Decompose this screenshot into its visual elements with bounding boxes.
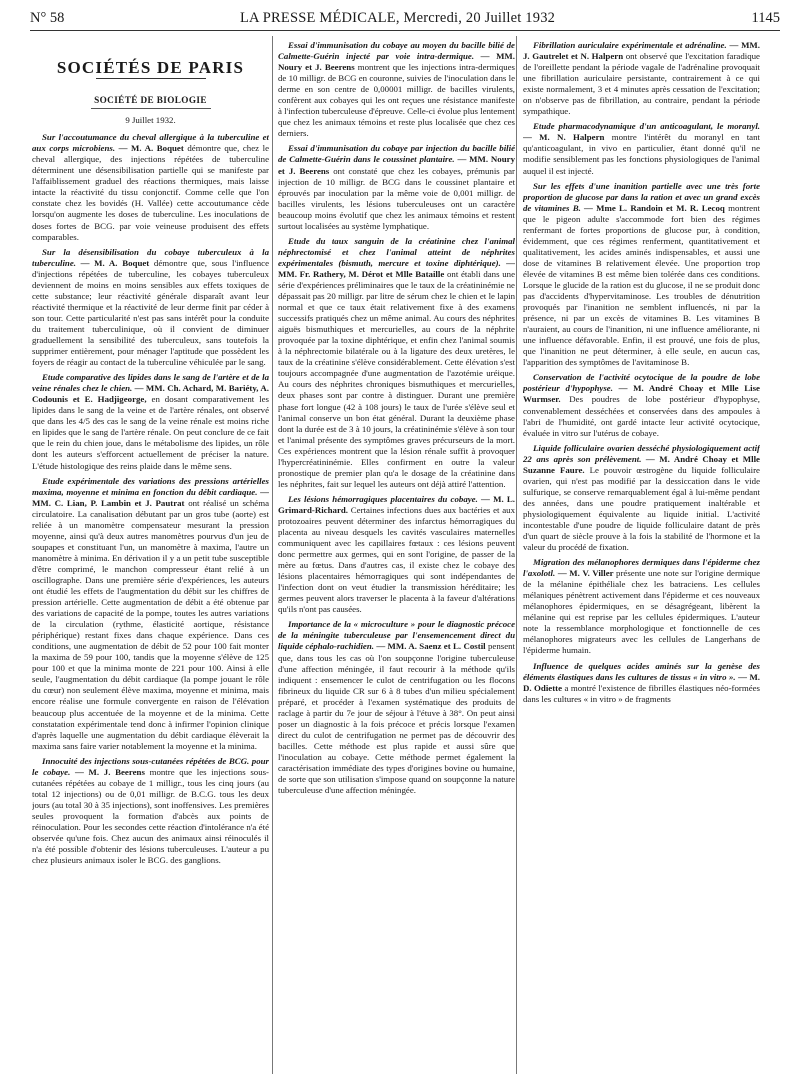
article-authors: — MM. C. Lian, P. Lambin et J. Pautrat [32,486,269,508]
article-body: a montré l'existence de fibrilles élastiques néo-formées dans les cultures « in vitro » de fragments [523,682,760,704]
section-title: SOCIÉTÉS DE PARIS [56,58,245,77]
article-body: ont constaté que chez les cobayes, prémunis par injection de 10 milligr. de BCG dans le coussinet plantaire et éprouvés par inoculation par la même voie de 0,001 milligr. de bacilles virulents, les lésions tuberculeuses ont un caractère beaucoup moins évolutif que chez les animaux témoins et restent surtout localisées au système lymphatique. [278,165,515,231]
article-authors: — MM. Noury et J. Beerens [278,154,515,176]
article-title: Etude pharmacodynamique d'un anticoagulant, le moranyl. [533,121,760,132]
article-body: montrent que les injections intra-dermiques de 10 milligr. de BCG en couronne, suivies de l'inoculation dans le derme en son centre de 0,00001 milligr. de bacilles virulents, confèrent aux cobayes qui les ont reçues une résistance manifeste à l'infection tuberculeuse d'épreuve. Celle-ci évolue plus lentement que chez les animaux témoins et reste plus localisée que chez ces derniers. [278,62,515,139]
article-title: Fibrillation auriculaire expérimentale et adrénaline. [533,40,727,50]
article-authors: — MM. J. Gautrelet et N. Halpern [523,40,760,62]
article-body: Le pouvoir œstrogène du liquide folliculaire ovarien, qui n'est pas modifié par la dessiccation dans le vide sulfurique, se conserve remarquablement égal à lui-même pendant des années, dans une poudre pratiquement inaltérable et physiologiquement équivalente au liquide initial. L'activité incontestable d'une poudre de liquide folliculaire datant de près d'un quart de siècle prouve à la fois la stabilité de l'hormone et la valeur du procédé de fixation. [523,464,760,553]
articles-flow-2 [278,40,515,796]
article-title: Etude du taux sanguin de la créatinine chez l'animal néphrectomisé et chez l'animal atteint de néphrites expérimentales (bismuth, mercure et toxine diphtérique). [278,235,515,268]
article-body: ont observé que l'excitation faradique de l'oreillette pendant la période vagale de l'adrénaline provoquait une fibrillation auriculaire persistante, contrairement à ce qui existe normalement, 3 et 4 minutes après cessation de l'excitation; on n'observe pas de fibrillation, au contraire, pendant la période sympathique. [523,51,760,117]
article-authors: — MM. Ch. Achard, M. Bariéty, A. Codounis et E. Hadjigeorge, [32,383,269,405]
article [278,619,515,796]
article-body: pensent que, dans tous les cas où l'on soupçonne l'origine tuberculeuse d'une affection méningée, il faut recourir à la méthode qu'ils indiquent : ensemencer le culot de centrifugation ou les flocons fibrineux du liquide CR sur 6 à 8 tubes d'un milieu spécialement préparé, et procéder à l'examen systématique des produits de raclage à partir du 7e jour de séjour à l'étuve à 38°. On peut ainsi poser un diagnostic à la fois précoce et précis lorsque l'examen direct du culot de centrifugation ne permet pas de découvrir des bacilles. Cette méthode est plus rapide et aussi sûre que l'inoculation au cobaye. Cette méthode permet également la caractérisation immédiate des types d'origines bovine ou humaine, de sorte que son utilisation s'impose quand on soupçonne la nature tuberculeuse d'une affection méningée. [278,641,515,796]
journal-title: LA PRESSE MÉDICALE, Mercredi, 20 Juillet 1932 [240,10,556,26]
article-authors: — MM. Noury et J. Beerens [278,51,515,73]
article-body: démontre que, sous l'influence d'injections répétées de tuberculine, les cobayes tuberculeux deviennent de moins en moins sensibles aux effets toxiques de cette substance; leur réactivité générale disparaît avant leur réactivité thermique et la réactivité de leur derme finit par céder à son tour. Cette particularité n'est pas sans intérêt pour la conduite du traitement tuberculinique, où il convient de diminuer graduellement la sensibilité des tuberculeux, sans toutefois la supprimer entièrement, pour ménager l'aptitude que possèdent les foyers de réagir au contact de la tuberculine véhiculée par le sang. [32,257,269,368]
column-separator [272,36,273,1074]
session-date: 9 Juillet 1932. [125,115,176,126]
article-title: Sur les effets d'une inanition partielle avec une très forte proportion de glucose par dans la ration et avec un grand excès de vitamines B. [523,180,760,213]
article-authors: — MM. Fr. Rathery, M. Dérot et Mlle Bataille [278,257,515,279]
article [278,40,515,139]
issue-number: N° 58 [30,10,65,26]
article-body: Des poudres de lobe postérieur d'hypophyse, convenablement desséchées et conservées dans des ampoules à l'abri de l'humidité, ont gardé intacte leur activité ocytocique, évaluée in vitro sur l'utérus de cobaye. [523,394,760,438]
article [523,557,760,656]
article-title: Liquide folliculaire ovarien desséché physiologiquement actif 22 ans après son prélèvement. [523,442,760,464]
article-authors: — M. N. Halpern [523,132,612,143]
article-authors: — M. A. Boquet [75,257,154,268]
article [32,132,269,242]
article-authors: — M. André Choay et Mlle Lise Wurmser. [523,383,760,405]
article-title: Influence de quelques acides aminés sur la genèse des éléments élastiques dans les cultures de tissus « in vitro ». [523,660,760,682]
article-authors: — M. V. Viller [555,568,617,579]
article-body: ont réalisé un schéma circulatoire. La canalisation débutant par un gros tube (aorte) est reliée à un manomètre compensateur mesurant la pression moyenne, ainsi qu'à deux autres manomètres pourvus d'un jeu de soupapes et constituant l'un, un manomètre à maxima, l'autre un manomètre à minima. En dérivation il y a un petit tube susceptible d'être comprimé, le manchon compresseur étant relié à un oscillographe. Dans une première série d'expériences, les auteurs ont étudié les effets de l'augmentation du débit sur les chiffres de pression artérielle. Cette augmentation de débit a été obtenue par des variations de capacité de la pompe, toutes les autres variations de la circulation (rythme, élasticité aortique, résistance périphérique) restant fixes dans chaque expérience. Dans ces conditions, une augmentation de débit de 52 pour 100 fait monter la maxima de 59 pour 100, tandis que la moyenne s'élève de 125 pour 100 et que la minima monte de 221 pour 100. Ainsi à elle seule, l'augmentation du débit cardiaque (la pompe jouant le rôle du cœur) non seulement élève maxima, moyenne et minima, mais encore réalise une formule convergente en raison de l'élévation beaucoup plus accentuée de la moyenne et de la minima. Cette constatation expérimentale tend donc à infirmer l'opinion clinique d'après laquelle une augmentation du débit cardiaque élèverait la maxima sans faire varier notablement la moyenne et la minima. [32,497,269,751]
article [32,247,269,369]
column-1 [32,36,269,1074]
article [32,372,269,471]
section-rule [96,78,206,79]
article [523,443,760,553]
column-separator [516,36,517,1074]
article-authors: — Mme L. Randoin et M. R. Lecoq [580,202,729,213]
article-body: présente une note sur l'origine dermique de la mélanine épithéliale chez les batraciens. Les cellules mélaniques pénètrent activement dans l'épiderme et ces nouveaux mélanophores épidermiques, en se désagrégeant, libèrent la mélanine qui est reprise par les cellules épidermiques. L'auteur note la ressemblance morphologique et fonctionnelle de ces mélanophores migrateurs avec les cellules de Langerhans de l'épiderme humain. [523,568,760,656]
article-body: montre que les injections sous-cutanées répétées au cobaye de 1 milligr., tous les cinq jours (au total 12 injections) ou de 0,01 milligr. de B.C.G. tous les deux jours (au total 30 à 35 injections), sont inoffensives. Les premières seules provoquent la formation d'abcès aux points de réinoculation. Pour les secondes cette réaction d'intolérance n'a été observée qu'une fois. Chez aucun des animaux ainsi réinoculés il n'a été possible d'obtenir des lésions tuberculeuses. L'auteur a pu chez plusieurs animaux isoler le BCG. des ganglions. [32,766,269,866]
article-title: Importance de la « microculture » pour le diagnostic précoce de la méningite tuberculeuse par l'ensemencement direct du liquide céphalo-rachidien. [278,619,515,652]
article-authors: — M. J. Beerens [70,766,150,777]
article [523,181,760,369]
article-title: Etude comparative des lipides dans le sang de l'artère et de la veine rénales chez le chien. [32,372,269,394]
articles-flow-1 [32,132,269,866]
article [278,143,515,231]
article-title: Sur l'accoutumance du cheval allergique à la tuberculine et aux corps microbiens. [32,132,269,154]
article [523,121,760,176]
article-authors: — MM. A. Saenz et L. Costil [373,641,488,652]
article-title: Les lésions hémorragiques placentaires du cobaye. [288,493,478,504]
article-authors: — M. D. Odiette [523,671,760,693]
article-title: Sur la désensibilisation du cobaye tuberculeux à la tuberculine. [32,246,269,268]
article-title: Innocuité des injections sous-cutanées répétées de BCG. pour le cobaye. [32,755,269,777]
article [32,476,269,752]
page-number: 1145 [751,10,780,26]
article-title: Essai d'immunisation du cobaye au moyen du bacille bilié de Calmette-Guérin injecté par voie intra-dermique. [278,40,515,62]
article [523,372,760,438]
articles-flow-3 [523,40,760,705]
column-3 [523,36,760,1074]
article-body: démontre que, chez le cheval allergique, des injections répétées de tuberculine déterminent une désensibilisation partielle qui se manifeste par l'affaiblissement graduel des réactions thermiques, mais laisse intacte la réactivité du tissu conjonctif. Comme celle que l'on constate chez les bovidés (H. Vallée) cette accoutumance cède lorsqu'on augmente les doses de tuberculine. Les inoculations de doses fortes de BCG. par voie veineuse produisent des effets comparables. [32,143,269,242]
article-body: montrent que le pigeon adulte s'accommode fort bien des régimes renfermant de fortes proportions de glucose pur, à condition, évidemment, que ces régimes renferment, quantitativement et qualitativement, les acides aminés indispensables, et aussi une dose de vitamines B relativement élevée. Une proportion trop élevée de vitamines B est même bien tolérée dans ces conditions. Lorsque le glucide de la ration est du glucose, il ne se produit donc pas d'accidents d'hypervitaminose. Les troubles de dénutrition provoqués par l'inanition ne semblent influencés, ni par la présence, ni par un excès de vitamines B. Les vitamines B n'auraient, au cours de l'inanition, ni une influence améliorante, ni une influence défavorable. Enfin, il est prouvé, une fois de plus, que l'inanition ne peut déterminer, à elle seule, en aucun cas, l'apparition des symptômes de l'avitaminose B. [523,202,760,368]
article [523,40,760,117]
article-authors: — M. A. Boquet [115,143,188,154]
page-header [30,8,780,30]
header-rule [30,30,780,31]
article-body: ont établi dans une série d'expériences préliminaires que le taux de la créatininémie ne dépassait pas 20 milligr. par litre de sérum chez le chien et le lapin normal et que ce taux était relativement fixe à des examens successifs pratiqués chez un même animal. Au cours des néphrites aiguës bismuthiques et mercurielles, au cours de la néphrite provoquée par la toxine diphtérique, et enfin chez l'animal soumis à la néphrectomie bilatérale ou à la ligature des deux uretères, le taux de la créatinine s'élève considérablement. Cette élévation s'est toujours accompagnée d'une augmentation de l'azotémie uréique. Au cours des néphrites chroniques bismuthiques et mercurielles, deux phases sont par contre à distinguer. Durant une première phase fort longue (42 à 108 jours) le taux de l'urée s'élève seul et l'animal conserve un bon état général. Durant la deuxième phase dont la durée est de 3 à 10 jours, la créatininémie s'élève à son tour et l'animal présente des symptômes graves précurseurs de la mort. Ces expériences montrent que la lésion rénale suffit à provoquer l'hypercréatininémie. Elles confirment en outre la valeur pronostique de premier plan qu'a le dosage de la créatinine dans les néphrites, fait sur lequel les auteurs ont déjà attiré l'attention. [278,268,515,489]
article [278,494,515,616]
article [32,756,269,866]
article-body: Certaines infections dues aux bactéries et aux protozoaires peuvent déterminer des infarctus hémorragiques du placenta au niveau desquels les cavités vasculaires maternelles communiquent avec les capillaires fœtaux : ces lésions peuvent donc permettre aux germes, qui en sont l'origine, de passer de la mère au fœtus. Dans d'autres cas, il existe chez le cobaye des lésions placentaires hémorragiques qui sont indépendantes de l'infection dont on veut étudier la transmission héréditaire; les germes peuvent alors traverser le placenta à la faveur d'altérations qu'ils n'ont pas causées. [278,504,515,615]
society-rule [91,108,211,109]
article [523,661,760,705]
article [278,236,515,490]
article-authors: — M. L. Grimard-Richard. [278,493,515,515]
article-title: Conservation de l'activité ocytocique de la poudre de lobe postérieur d'hypophyse. [523,372,760,394]
society-title: SOCIÉTÉ DE BIOLOGIE [94,95,207,106]
article-title: Essai d'immunisation du cobaye par injection du bacille bilié de Calmette-Guérin dans le coussinet plantaire. [278,143,515,165]
article-body: en dosant comparativement les lipides dans le sang de la veine et de l'artère rénales, ont observé que dans les 4/5 des cas le sang de la veine rénale est moins riche en lipides que le sang de l'artère rénale. On peut conclure de ce fait que le rein du chien joue, dans le métabolisme des lipides, un rôle dont les auteurs s'efforcent actuellement de préciser la nature. L'étude histologique des reins plaide dans le même sens. [32,394,269,471]
article-title: Migration des mélanophores dermiques dans l'épiderme chez l'axolotl. [523,557,760,579]
article-body: montre l'intérêt du moranyl en tant qu'anticoagulant, in vivo en particulier, étant donné qu'il ne modifie sensiblement pas les fonctions physiologiques de l'animal auquel il est injecté. [523,132,760,176]
column-2 [278,36,515,1074]
article-authors: — M. André Choay et Mlle Suzanne Faure. [523,453,760,475]
article-title: Etude expérimentale des variations des pressions artérielles maxima, moyenne et minima en fonction du débit cardiaque. [32,475,269,497]
